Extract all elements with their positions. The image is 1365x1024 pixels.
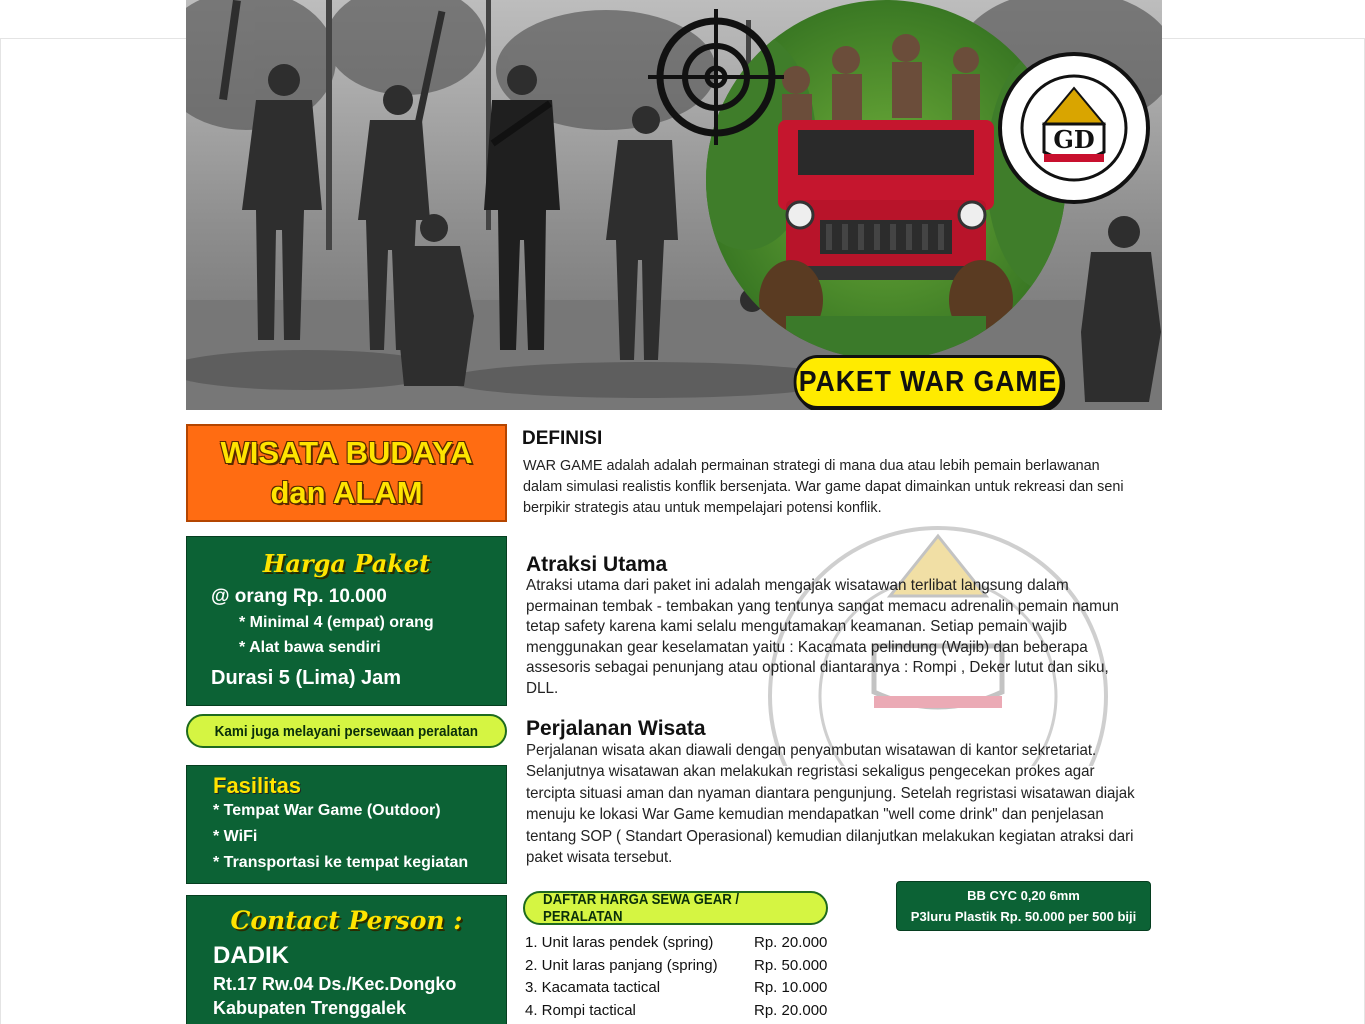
banner-photo-illustration	[186, 0, 1162, 410]
svg-text:GD: GD	[1053, 125, 1095, 154]
price-item-price: Rp. 50.000	[754, 957, 828, 974]
atraksi-title: Atraksi Utama	[526, 553, 668, 576]
wisata-title-line1: WISATA BUDAYA	[220, 435, 473, 470]
rental-notice-pill	[186, 714, 507, 748]
fasilitas-item: * Transportasi ke tempat kegiatan	[213, 854, 469, 871]
fasilitas-panel	[186, 765, 507, 884]
banner-photo	[186, 0, 1162, 410]
minimum-participants: * Minimal 4 (empat) orang	[239, 614, 434, 631]
fasilitas-item: * WiFi	[213, 828, 258, 845]
price-list-pill	[523, 891, 828, 925]
atraksi-body: Atraksi utama dari paket ini adalah mengajak wisatawan terlibat langsung dalam permainan tembak - tembakan yang tentunya sangat memacu adrenalin pemain namun tetap safety karena kami selalu mengutamakan keamanan. Setiap pemain wajib menggunakan gear keselamatan yaitu : Kacamata pelindung (Wajib) dan beberapa assesoris sebagai penunjang atau optional diantaranya : Rompi , Deker lutut dan siku, DLL.	[526, 577, 1119, 697]
war-game-badge: PAKET WAR GAME	[794, 355, 1063, 409]
bb-pellet-box	[896, 881, 1151, 931]
contact-title: Contact Person :	[230, 906, 463, 935]
bb-pellet-line2: P3luru Plastik Rp. 50.000 per 500 biji	[910, 909, 1137, 924]
price-item-price: Rp. 20.000	[754, 934, 828, 951]
price-list-title: DAFTAR HARGA SEWA GEAR / PERALATAN	[543, 891, 740, 925]
price-item-name: 2. Unit laras panjang (spring)	[525, 957, 718, 974]
contact-name: DADIK	[213, 942, 289, 969]
duration: Durasi 5 (Lima) Jam	[211, 667, 402, 689]
war-game-poster	[186, 0, 1162, 1024]
fasilitas-title: Fasilitas	[213, 773, 302, 798]
price-per-person: @ orang Rp. 10.000	[211, 586, 387, 607]
rental-notice-text: Kami juga melayani persewaan peralatan	[214, 722, 479, 740]
definisi-title: DEFINISI	[522, 428, 603, 449]
price-item-name: 1. Unit laras pendek (spring)	[525, 934, 714, 951]
harga-paket-title: Harga Paket	[262, 549, 431, 578]
contact-address-line2: Kabupaten Trenggalek	[213, 998, 407, 1018]
contact-address-line1: Rt.17 Rw.04 Ds./Kec.Dongko	[213, 974, 457, 994]
perjalanan-title: Perjalanan Wisata	[526, 717, 706, 740]
price-item-price: Rp. 20.000	[754, 1002, 828, 1019]
wisata-title-line2: dan ALAM	[270, 475, 423, 510]
equipment-note: * Alat bawa sendiri	[239, 639, 381, 656]
fasilitas-item: * Tempat War Game (Outdoor)	[213, 802, 441, 819]
wisata-budaya-panel	[186, 424, 507, 522]
price-item-price: Rp. 10.000	[754, 979, 828, 996]
price-item-name: 4. Rompi tactical	[525, 1002, 636, 1019]
price-item-name: 3. Kacamata tactical	[525, 979, 661, 996]
perjalanan-body: Perjalanan wisata akan diawali dengan penyambutan wisatawan di kantor sekretariat. Selanjutnya wisatawan akan melakukan regristasi sekaligus pengecekan prokes agar tercipta situasi aman dan nyaman diantara pengunjung. Setelah regristasi wisatawan diajak menuju ke lokasi War Game kemudian mendapatkan "well come drink" dan penjelasan tentang SOP ( Standart Operasional) kemudian dilanjutkan melakukan kegiatan atraksi dari paket wisata tersebut.	[526, 742, 1135, 867]
group-logo	[1000, 54, 1148, 202]
harga-paket-panel	[186, 536, 507, 706]
bb-pellet-line1: BB CYC 0,20 6mm	[967, 888, 1080, 903]
definisi-body: WAR GAME adalah adalah permainan strategi di mana dua atau lebih pemain berlawanan dalam simulasi realistis konflik bersenjata. War game dapat dimainkan untuk rekreasi dan seni berpikir strategis atau untuk mempelajari potensi konflik.	[523, 457, 1124, 516]
contact-person-panel	[186, 895, 507, 1024]
